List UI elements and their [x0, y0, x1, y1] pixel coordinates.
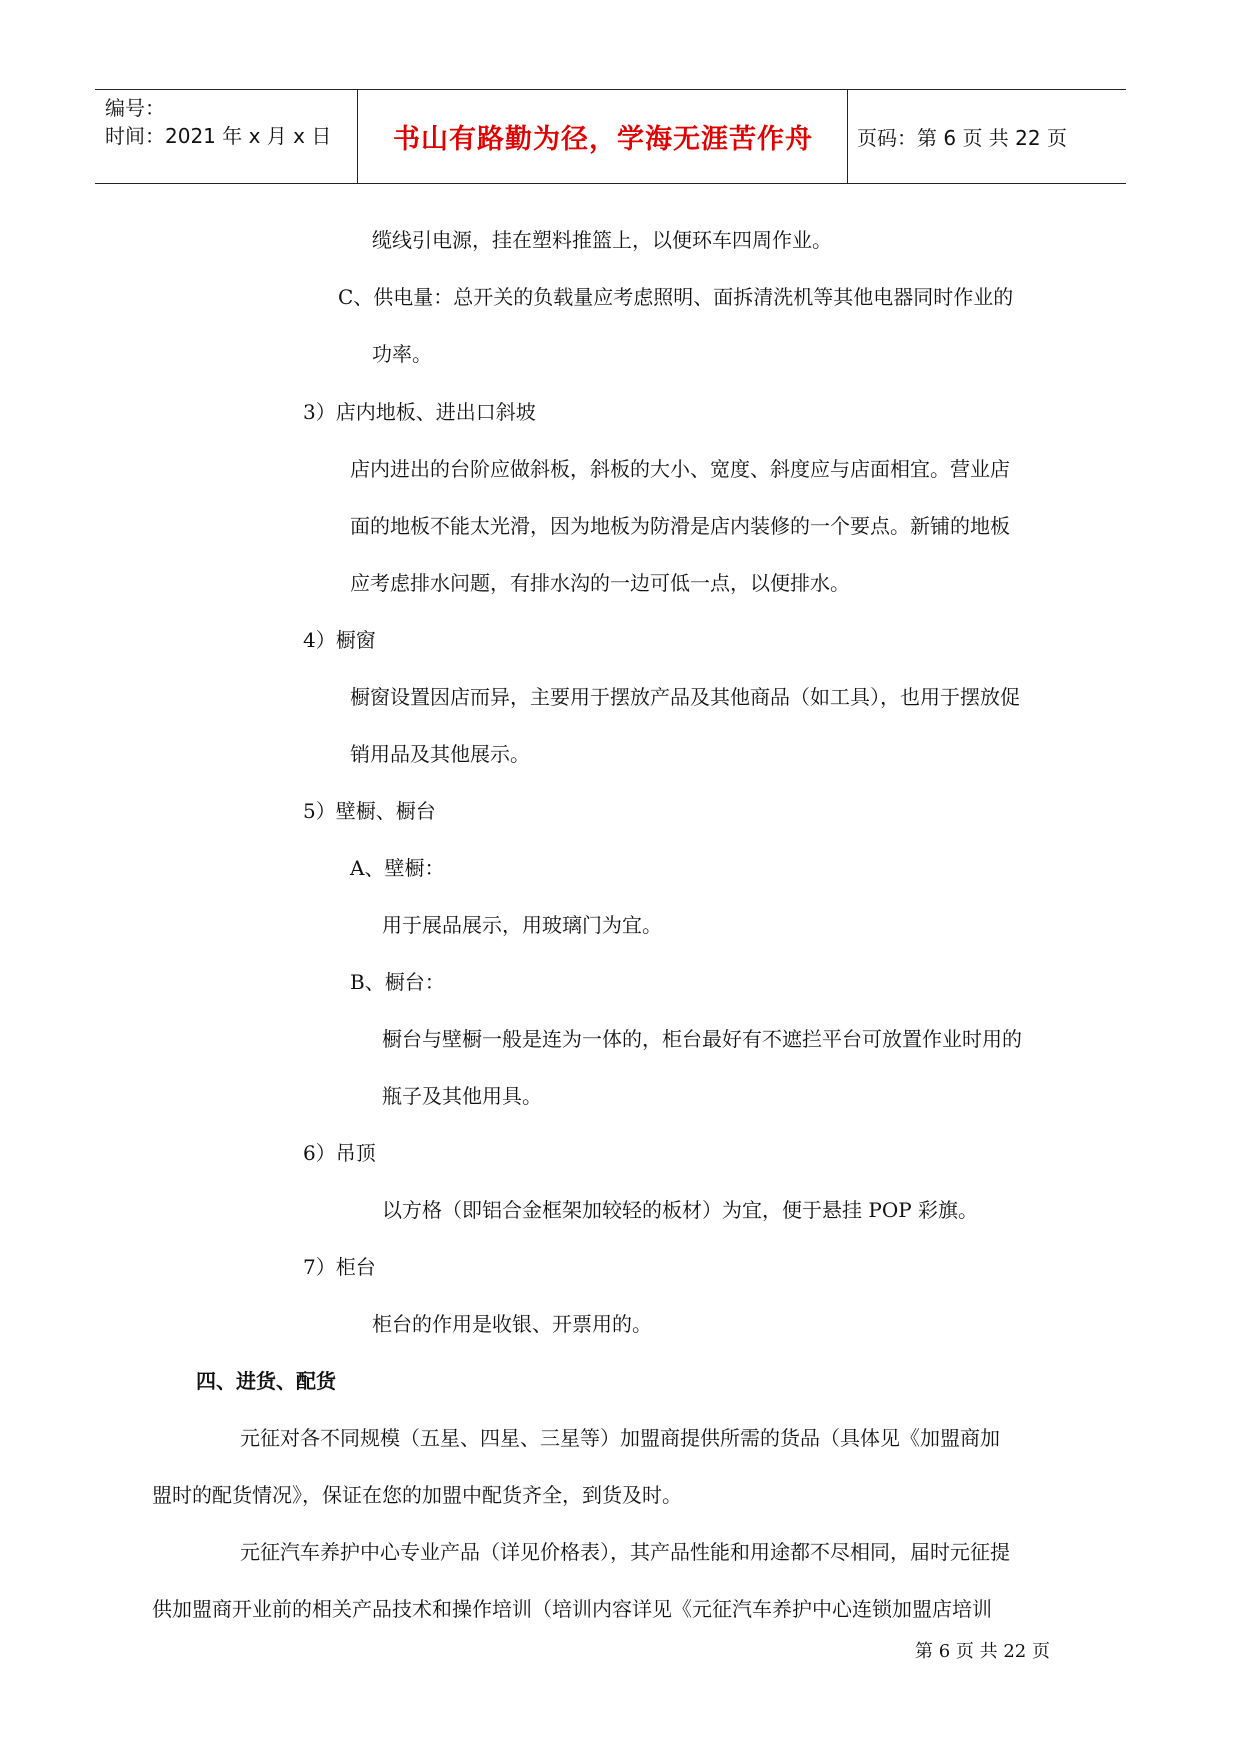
- body-line: 以方格（即铝合金框架加较轻的板材）为宜，便于悬挂 POP 彩旗。: [382, 1198, 979, 1222]
- section-heading: 7）柜台: [303, 1255, 376, 1279]
- subsection-heading: B、橱台：: [350, 970, 445, 994]
- section-heading: 3）店内地板、进出口斜坡: [303, 400, 536, 424]
- body-line: 元征汽车养护中心专业产品（详见价格表），其产品性能和用途都不尽相同，届时元征提: [240, 1540, 1010, 1564]
- chapter-heading: 四、进货、配货: [196, 1369, 336, 1393]
- page-footer: 第 6 页 共 22 页: [915, 1641, 1050, 1662]
- body-line: 橱窗设置因店而异，主要用于摆放产品及其他商品（如工具），也用于摆放促: [350, 685, 1020, 709]
- body-line: 瓶子及其他用具。: [382, 1084, 542, 1108]
- body-line: 盟时的配货情况》，保证在您的加盟中配货齐全，到货及时。: [152, 1483, 682, 1507]
- header-page-info: 页码：第 6 页 共 22 页: [857, 126, 1067, 150]
- header-page-cell: [857, 90, 1125, 183]
- body-line: 销用品及其他展示。: [350, 742, 530, 766]
- header-divider: [357, 90, 358, 183]
- body-line: C、供电量：总开关的负载量应考虑照明、面拆清洗机等其他电器同时作业的: [338, 285, 1014, 309]
- section-heading: 5）壁橱、橱台: [303, 799, 436, 823]
- body-line: 柜台的作用是收银、开票用的。: [372, 1312, 652, 1336]
- section-heading: 4）橱窗: [303, 628, 376, 652]
- body-line: 面的地板不能太光滑，因为地板为防滑是店内装修的一个要点。新铺的地板: [350, 514, 1010, 538]
- body-line: 应考虑排水问题，有排水沟的一边可低一点，以便排水。: [350, 571, 850, 595]
- header-motto: 书山有路勤为径，学海无涯苦作舟: [393, 124, 813, 155]
- subsection-heading: A、壁橱：: [350, 856, 445, 880]
- header-number-label: 编号：: [105, 96, 165, 120]
- header-date-label: 时间：2021 年 x 月 x 日: [105, 124, 332, 148]
- body-line: 元征对各不同规模（五星、四星、三星等）加盟商提供所需的货品（具体见《加盟商加: [240, 1426, 1000, 1450]
- body-line: 店内进出的台阶应做斜板，斜板的大小、宽度、斜度应与店面相宜。营业店: [350, 457, 1010, 481]
- section-heading: 6）吊顶: [303, 1141, 376, 1165]
- header-motto-cell: [359, 90, 847, 183]
- body-line: 橱台与壁橱一般是连为一体的，柜台最好有不遮拦平台可放置作业时用的: [382, 1027, 1022, 1051]
- header-divider: [847, 90, 848, 183]
- header-meta: [105, 90, 355, 183]
- body-line: 缆线引电源，挂在塑料推篮上，以便环车四周作业。: [372, 228, 832, 252]
- body-line: 供加盟商开业前的相关产品技术和操作培训（培训内容详见《元征汽车养护中心连锁加盟店培训: [152, 1597, 992, 1621]
- body-line: 功率。: [372, 342, 432, 366]
- body-line: 用于展品展示，用玻璃门为宜。: [382, 913, 662, 937]
- page-header: [95, 89, 1126, 184]
